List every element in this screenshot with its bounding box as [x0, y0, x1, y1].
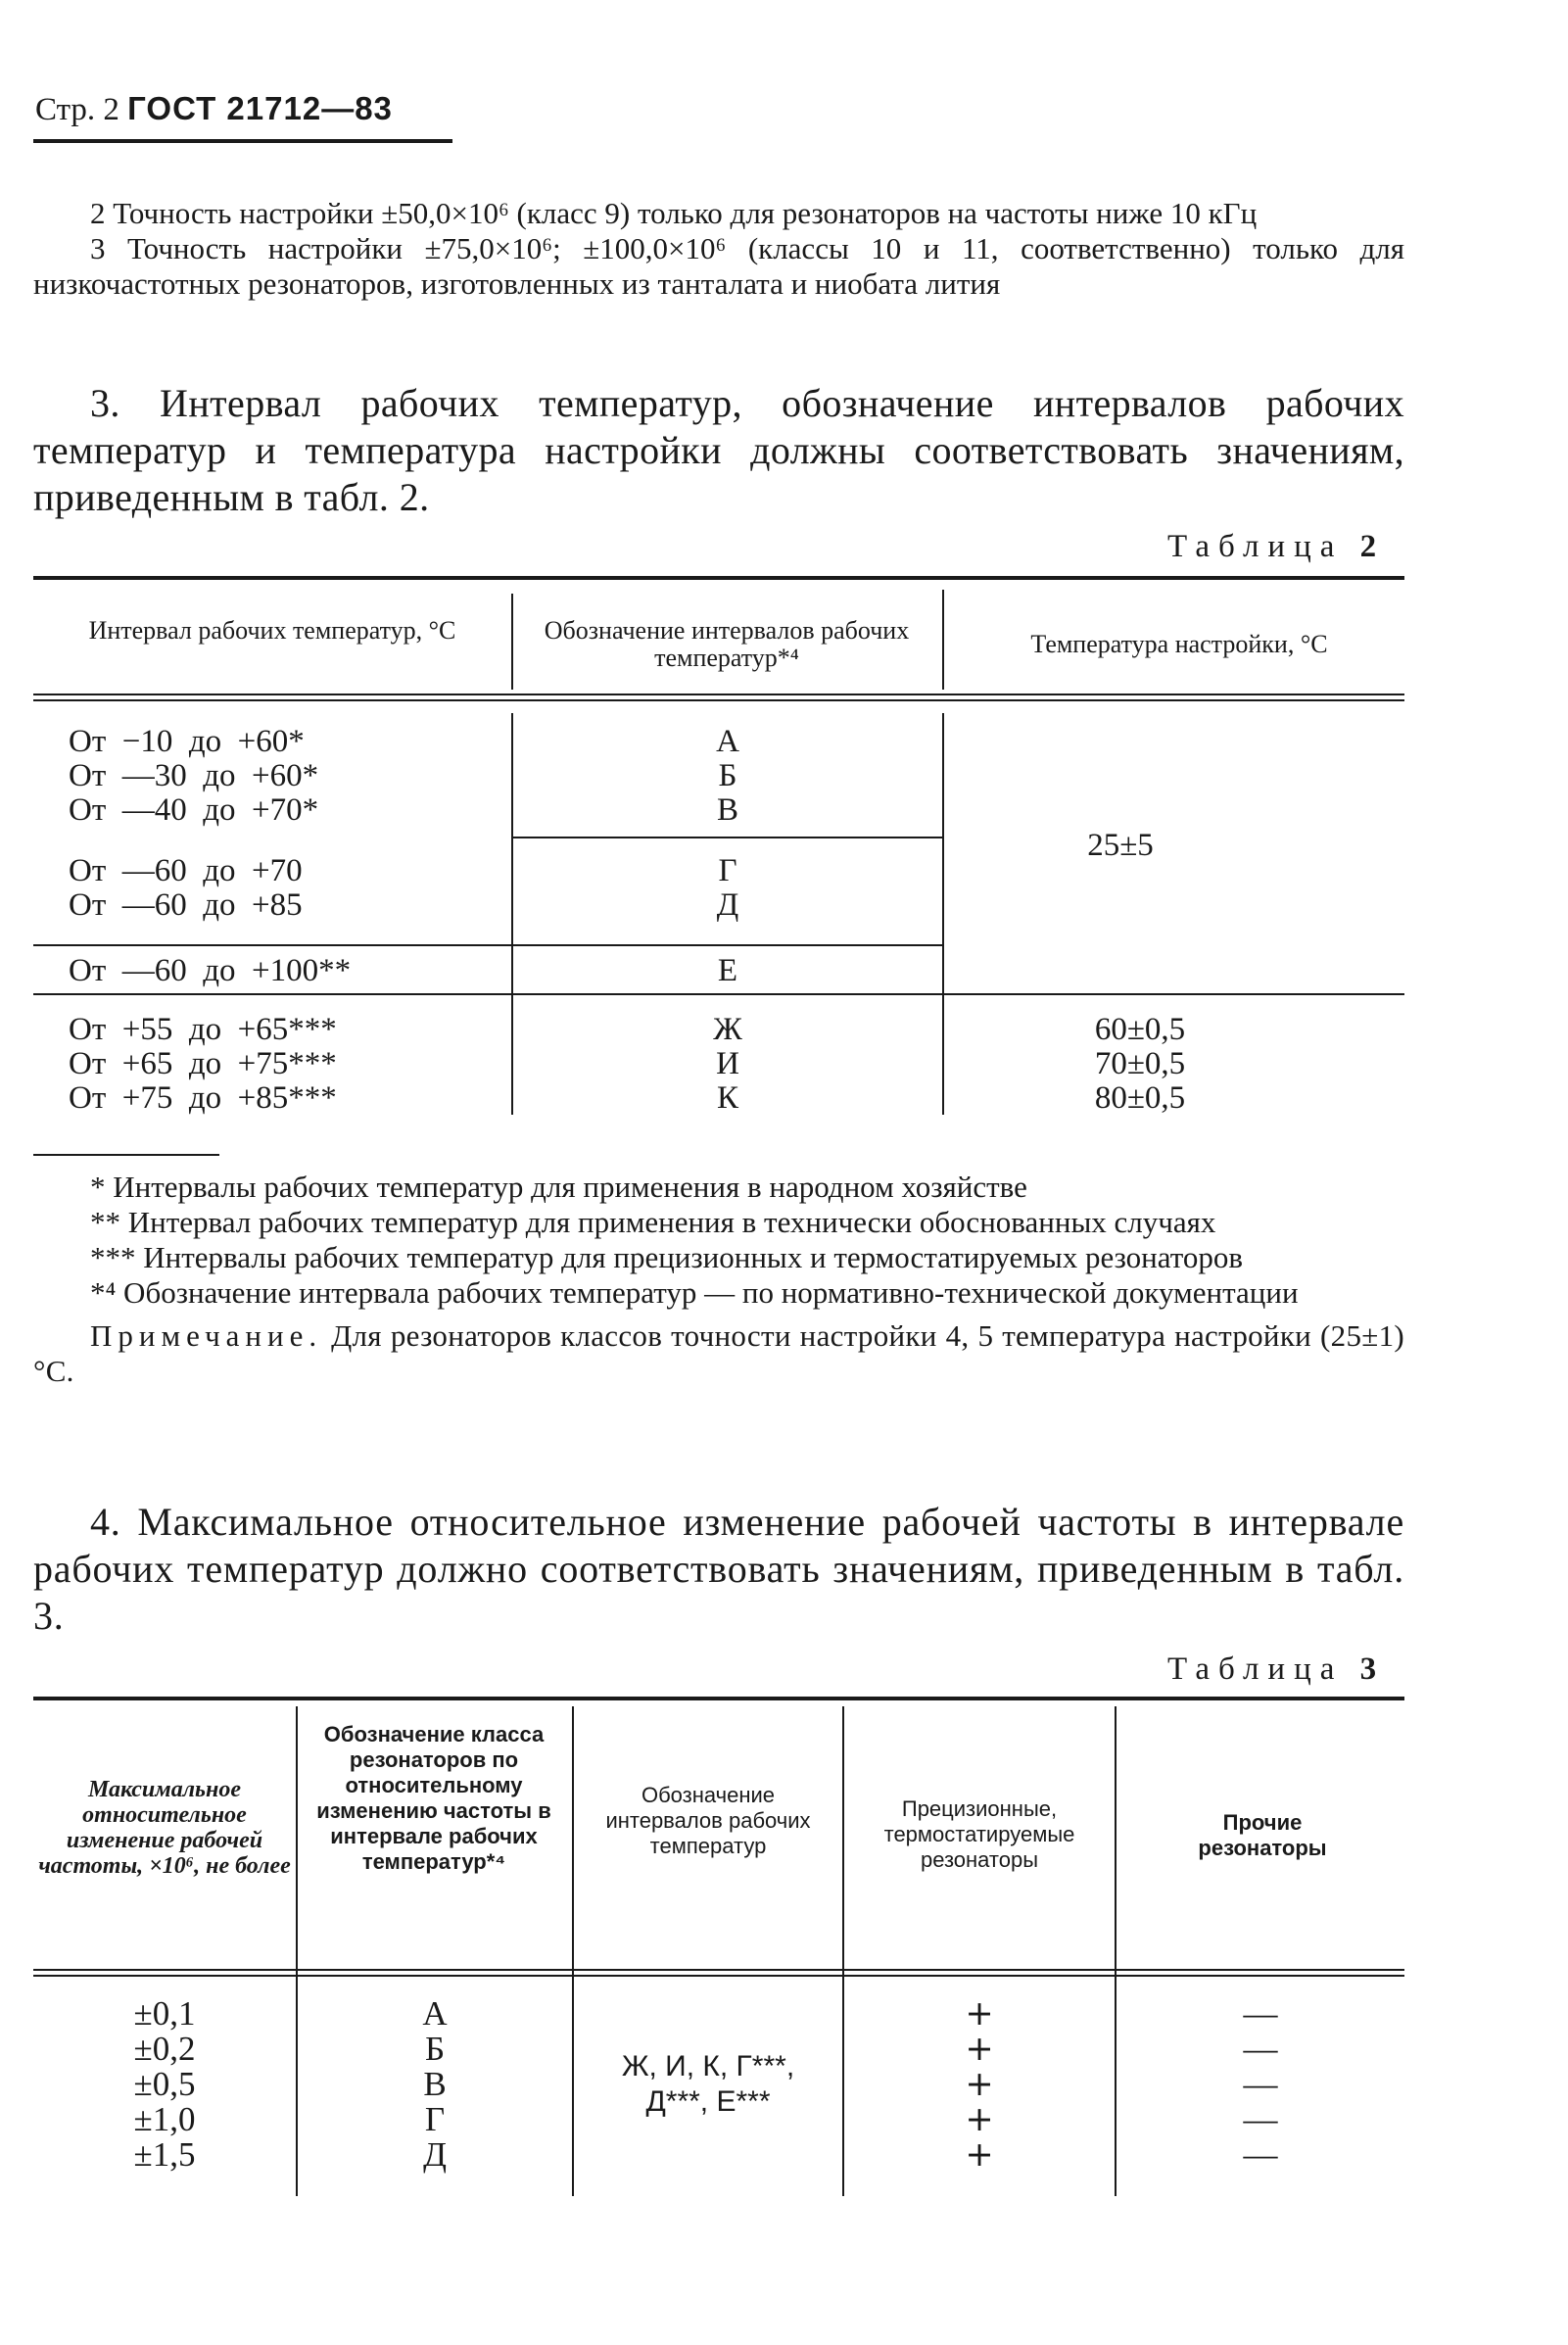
table2-group3-intervals: От —60 до +100** — [69, 953, 352, 988]
table2-vline-1a — [511, 594, 513, 690]
table2-header-rule-b — [33, 699, 1404, 701]
footnote-4: *⁴ Обозначение интервала рабочих температур — по нормативно-технической документации — [90, 1275, 1299, 1310]
table3-caption — [1167, 1651, 1376, 1688]
table3-precision: + + + + + — [965, 1994, 994, 2175]
table3-changes: ±0,1 ±0,2 ±0,5 ±1,0 ±1,5 — [133, 1994, 196, 2174]
table2-header-rule-a — [33, 694, 1404, 695]
table3-intervals: Ж, И, К, Г***, Д***, Е*** — [621, 2050, 795, 2118]
table3-caption-number: 3 — [1359, 1651, 1377, 1687]
table2-group4-codes: Ж И К — [713, 1012, 742, 1116]
note-label: Примечание. — [90, 1318, 323, 1353]
table2-group4-intervals: От +55 до +65*** От +65 до +75*** От +75 до +85*** — [69, 1012, 337, 1116]
footnote-rule — [33, 1154, 219, 1156]
table3-vline-2 — [572, 1706, 574, 2196]
note-2: 2 Точность настройки ±50,0×10⁶ (класс 9) только для резонаторов на частоты ниже 10 кГц — [90, 196, 1258, 230]
table2-group-line-1 — [513, 837, 942, 838]
table-2 — [33, 576, 1404, 1125]
note-3: 3 Точность настройки ±75,0×10⁶; ±100,0×10⁶ (классы 10 и 11, соответственно) только для низкочастотных резонаторов, изготовленных из танталата и ниобата лития — [33, 231, 1404, 301]
footnote-2: ** Интервал рабочих температур для применения в технически обоснованных случаях — [90, 1205, 1216, 1239]
table1-notes — [33, 196, 1404, 302]
table2-group2-intervals: От —60 до +70 От —60 до +85 — [69, 853, 303, 923]
table2-caption — [1167, 529, 1376, 565]
table2-group1-intervals: От −10 до +60* От —30 до +60* От —40 до +70* — [69, 724, 319, 828]
clause-4 — [33, 1499, 1404, 1640]
table2-group2-codes: Г Д — [716, 853, 739, 923]
table3-header-change: Максимальное относительное изменение рабочей частоты, ×10⁶, не более — [38, 1777, 291, 1879]
table3-header-class: Обозначение класса резонаторов по относительному изменению частоты в интервале рабочих температур*⁴ — [316, 1722, 551, 1874]
table3-header-intervals: Обозначение интервалов рабочих температур — [605, 1783, 811, 1858]
table3-classes: А Б В Г Д — [422, 1994, 448, 2174]
table2-setting-common: 25±5 — [1087, 828, 1154, 863]
table2-footnotes — [33, 1154, 1404, 1389]
table3-header-other: Прочие резонаторы — [1198, 1810, 1327, 1860]
table2-group-line-2 — [33, 944, 942, 946]
table3-other: — — — — — — [1243, 1994, 1278, 2174]
table-3 — [33, 1697, 1404, 2206]
table2-group1-codes: А Б В — [716, 724, 739, 828]
table2-header-designation: Обозначение интервалов рабочих температур*⁴ — [544, 616, 910, 672]
footnote-1: * Интервалы рабочих температур для применения в народном хозяйстве — [90, 1170, 1027, 1204]
table3-top-rule — [33, 1697, 1404, 1700]
table2-group-line-3 — [33, 993, 1404, 995]
table2-group4-settings: 60±0,5 70±0,5 80±0,5 — [1094, 1012, 1186, 1116]
clause-3-text: 3. Интервал рабочих температур, обозначение интервалов рабочих температур и температура настройки должны соответствовать значениям, приведенным в табл. 2. — [33, 381, 1404, 519]
table3-header-rule-b — [33, 1975, 1404, 1977]
footnote-3: *** Интервалы рабочих температур для прецизионных и термостатируемых резонаторов — [90, 1240, 1244, 1274]
page-header — [35, 90, 393, 128]
table3-header-rule-a — [33, 1969, 1404, 1971]
page-label: Стр. 2 — [35, 92, 119, 127]
table3-caption-word: Таблица — [1167, 1651, 1344, 1687]
table3-header-precision: Прецизионные, термостатируемые резонаторы — [883, 1796, 1075, 1872]
clause-4-text: 4. Максимальное относительное изменение рабочей частоты в интервале рабочих температур должно соответствовать значениям, приведенным в табл. 3. — [33, 1500, 1404, 1638]
clause-3 — [33, 380, 1404, 521]
header-rule — [33, 139, 452, 143]
note-text: Для резонаторов классов точности настройки 4, 5 температура настройки (25±1) °С. — [33, 1318, 1404, 1388]
table2-header-setting: Температура настройки, °С — [1030, 630, 1328, 658]
table2-note — [33, 1318, 1404, 1389]
table2-vline-2a — [942, 590, 944, 690]
table2-caption-number: 2 — [1359, 529, 1377, 564]
table2-caption-word: Таблица — [1167, 529, 1344, 564]
table2-header-interval: Интервал рабочих температур, °С — [88, 616, 456, 645]
table2-top-rule — [33, 576, 1404, 580]
table2-group3-codes: Е — [717, 953, 738, 988]
standard-number: ГОСТ 21712—83 — [127, 90, 393, 126]
